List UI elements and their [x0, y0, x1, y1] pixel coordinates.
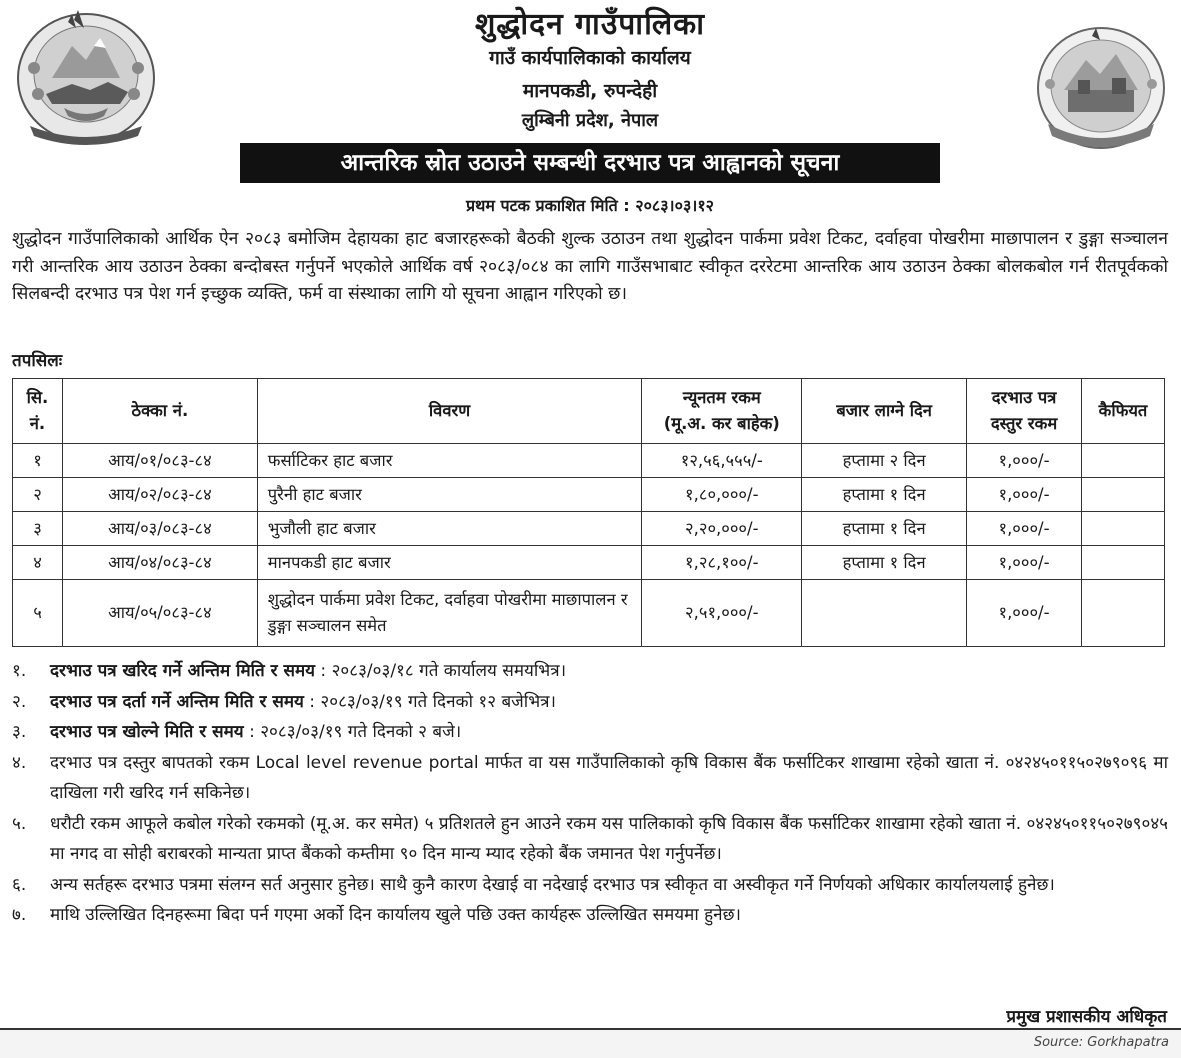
cell-remarks — [1081, 478, 1164, 512]
municipality-logo-icon — [1034, 24, 1168, 152]
term-body — [50, 687, 1168, 718]
source-footer — [0, 1028, 1181, 1058]
cell-market-day — [802, 580, 967, 647]
table-header-row — [13, 379, 1165, 444]
province-country: लुम्बिनी प्रदेश, नेपाल — [521, 110, 659, 131]
header-remarks: कैफियत — [1081, 379, 1164, 444]
header-sn: सि. नं. — [13, 379, 63, 444]
cell-remarks — [1081, 444, 1164, 478]
table-row — [13, 580, 1165, 647]
cell-sn: ५ — [13, 580, 63, 647]
header-contract: ठेक्का नं. — [62, 379, 257, 444]
cell-remarks — [1081, 512, 1164, 546]
term-label: दरभाउ पत्र खरिद गर्ने अन्तिम मिति र समय — [50, 661, 316, 681]
cell-fee: १,०००/- — [967, 478, 1082, 512]
cell-contract: आय/०३/०८३-८४ — [62, 512, 257, 546]
notice-banner: आन्तरिक स्रोत उठाउने सम्बन्धी दरभाउ पत्र आह्वानको सूचना — [240, 143, 940, 183]
cell-remarks — [1081, 580, 1164, 647]
cell-contract: आय/०२/०८३-८४ — [62, 478, 257, 512]
cell-amount: १,२८,१००/- — [642, 546, 802, 580]
term-number: १. — [12, 661, 27, 681]
cell-description: मानपकडी हाट बजार — [257, 546, 642, 580]
list-item — [12, 687, 1168, 718]
term-body: धरौटी रकम आफूले कबोल गरेको रकमको (मू.अ. कर समेत) ५ प्रतिशतले हुन आउने रकम यस पालिकाको कृषि विकास बैंक फर्साटिकर शाखामा रहेको खाता नं. ०४२४५०११५०२७९०४५ मा नगद वा सोही बराबरको मान्यता प्राप्त बैंकको कम्तीमा ९० दिन मान्य म्याद रहेको बैंक जमानत पेश गर्नुपर्नेछ। — [50, 813, 1168, 864]
term-number: २. — [12, 691, 27, 712]
header-fee — [967, 379, 1082, 444]
term-body — [50, 656, 1168, 687]
term-body — [50, 717, 1168, 748]
cell-amount: २,२०,०००/- — [642, 512, 802, 546]
cell-description: फर्साटिकर हाट बजार — [257, 444, 642, 478]
cell-market-day: हप्तामा १ दिन — [802, 546, 967, 580]
signatory-title: प्रमुख प्रशासकीय अधिकृत — [1006, 1007, 1167, 1027]
header-market-day: बजार लाग्ने दिन — [802, 379, 967, 444]
list-item — [12, 717, 1168, 748]
cell-remarks — [1081, 546, 1164, 580]
cell-contract: आय/०१/०८३-८४ — [62, 444, 257, 478]
list-item — [12, 900, 1168, 931]
cell-market-day: हप्तामा १ दिन — [802, 512, 967, 546]
cell-contract: आय/०५/०८३-८४ — [62, 580, 257, 647]
table-row — [13, 444, 1165, 478]
term-text: : २०८३/०३/१९ गते दिनको १२ बजेभित्र। — [303, 691, 556, 712]
cell-fee: १,०००/- — [967, 444, 1082, 478]
term-number: ३. — [12, 722, 27, 742]
office-address: मानपकडी, रुपन्देही — [522, 80, 658, 102]
term-number: ६. — [12, 874, 27, 895]
list-item — [12, 748, 1168, 809]
list-item — [12, 656, 1168, 687]
cell-market-day: हप्तामा १ दिन — [802, 478, 967, 512]
header-min-amount — [642, 379, 802, 444]
cell-fee: १,०००/- — [967, 512, 1082, 546]
term-label: दरभाउ पत्र दर्ता गर्ने अन्तिम मिति र समय — [50, 691, 304, 712]
term-text: : २०८३/०३/१८ गते कार्यालय समयभित्र। — [315, 661, 567, 681]
term-label: दरभाउ पत्र खोल्ने मिति र समय — [50, 722, 244, 742]
cell-sn: २ — [13, 478, 63, 512]
header-fee-line1: दरभाउ पत्र — [991, 388, 1057, 407]
cell-sn: ३ — [13, 512, 63, 546]
office-name: गाउँ कार्यपालिकाको कार्यालय — [489, 47, 691, 69]
cell-sn: ४ — [13, 546, 63, 580]
header-fee-line2: दस्तुर रकम — [990, 414, 1058, 433]
term-body: अन्य सर्तहरू दरभाउ पत्रमा संलग्न सर्त अनुसार हुनेछ। साथै कुनै कारण देखाई वा नदेखाई दरभाउ पत्र स्वीकृत वा अस्वीकृत गर्ने निर्णयको अधिकार कार्यालयलाई हुनेछ। — [50, 874, 1055, 895]
nepal-government-emblem-icon — [12, 8, 160, 148]
source-credit: Source: Gorkhapatra — [1033, 1035, 1169, 1050]
cell-sn: १ — [13, 444, 63, 478]
cell-contract: आय/०४/०८३-८४ — [62, 546, 257, 580]
cell-amount: १२,५६,५५५/- — [642, 444, 802, 478]
schedule-label: तपसिलः — [12, 351, 63, 371]
header-description: विवरण — [257, 379, 642, 444]
cell-amount: २,५१,०००/- — [642, 580, 802, 647]
term-number: ७. — [12, 905, 27, 925]
cell-description: पुरैनी हाट बजार — [257, 478, 642, 512]
term-body: दरभाउ पत्र दस्तुर बापतको रकम Local level revenue portal मार्फत वा यस गाउँपालिकाको कृषि विकास बैंक फर्साटिकर शाखामा रहेको खाता नं. ०४२४५०११५०२७९०९६ मा दाखिला गरी खरिद गर्न सकिनेछ। — [50, 752, 1168, 803]
term-body: माथि उल्लिखित दिनहरूमा बिदा पर्न गएमा अर्को दिन कार्यालय खुले पछि उक्त कार्यहरू उल्लिखित समयमा हुनेछ। — [50, 905, 741, 925]
cell-amount: १,८०,०००/- — [642, 478, 802, 512]
list-item — [12, 870, 1168, 901]
table-row — [13, 478, 1165, 512]
term-number: ५. — [12, 813, 27, 834]
header-min-amount-line1: न्यूनतम रकम — [682, 388, 761, 407]
terms-list — [12, 656, 1168, 931]
table-row — [13, 512, 1165, 546]
term-text: : २०८३/०३/१९ गते दिनको २ बजे। — [243, 722, 462, 742]
contract-table — [12, 378, 1165, 647]
municipality-title: शुद्धोदन गाउँपालिका — [475, 7, 705, 42]
cell-market-day: हप्तामा २ दिन — [802, 444, 967, 478]
published-date: प्रथम पटक प्रकाशित मिति : २०८३।०३।१२ — [466, 196, 714, 215]
list-item — [12, 809, 1168, 870]
term-number: ४. — [12, 752, 27, 773]
header-min-amount-line2: (मू.अ. कर बाहेक) — [663, 414, 780, 433]
cell-description: भुजौली हाट बजार — [257, 512, 642, 546]
intro-paragraph: शुद्धोदन गाउँपालिकाको आर्थिक ऐन २०८३ बमोजिम देहायका हाट बजारहरूको बैठकी शुल्क उठाउन तथा शुद्धोदन पार्कमा प्रवेश टिकट, दर्वाहवा पोखरीमा माछापालन र डुङ्गा सञ्चालन गरी आन्तरिक आय उठाउन ठेक्का बन्दोबस्त गर्नुपर्ने भएकोले आर्थिक वर्ष २०८३/०८४ का लागि गाउँसभाबाट स्वीकृत दररेटमा आन्तरिक आय उठाउन ठेक्का बोलकबोल गर्न रीतपूर्वकको सिलबन्दी दरभाउ पत्र पेश गर्न इच्छुक व्यक्ति, फर्म वा संस्थाका लागि यो सूचना आह्वान गरिएको छ। — [12, 229, 1168, 304]
table-row — [13, 546, 1165, 580]
cell-fee: १,०००/- — [967, 580, 1082, 647]
cell-description: शुद्धोदन पार्कमा प्रवेश टिकट, दर्वाहवा पोखरीमा माछापालन र डुङ्गा सञ्चालन समेत — [257, 580, 642, 647]
cell-fee: १,०००/- — [967, 546, 1082, 580]
